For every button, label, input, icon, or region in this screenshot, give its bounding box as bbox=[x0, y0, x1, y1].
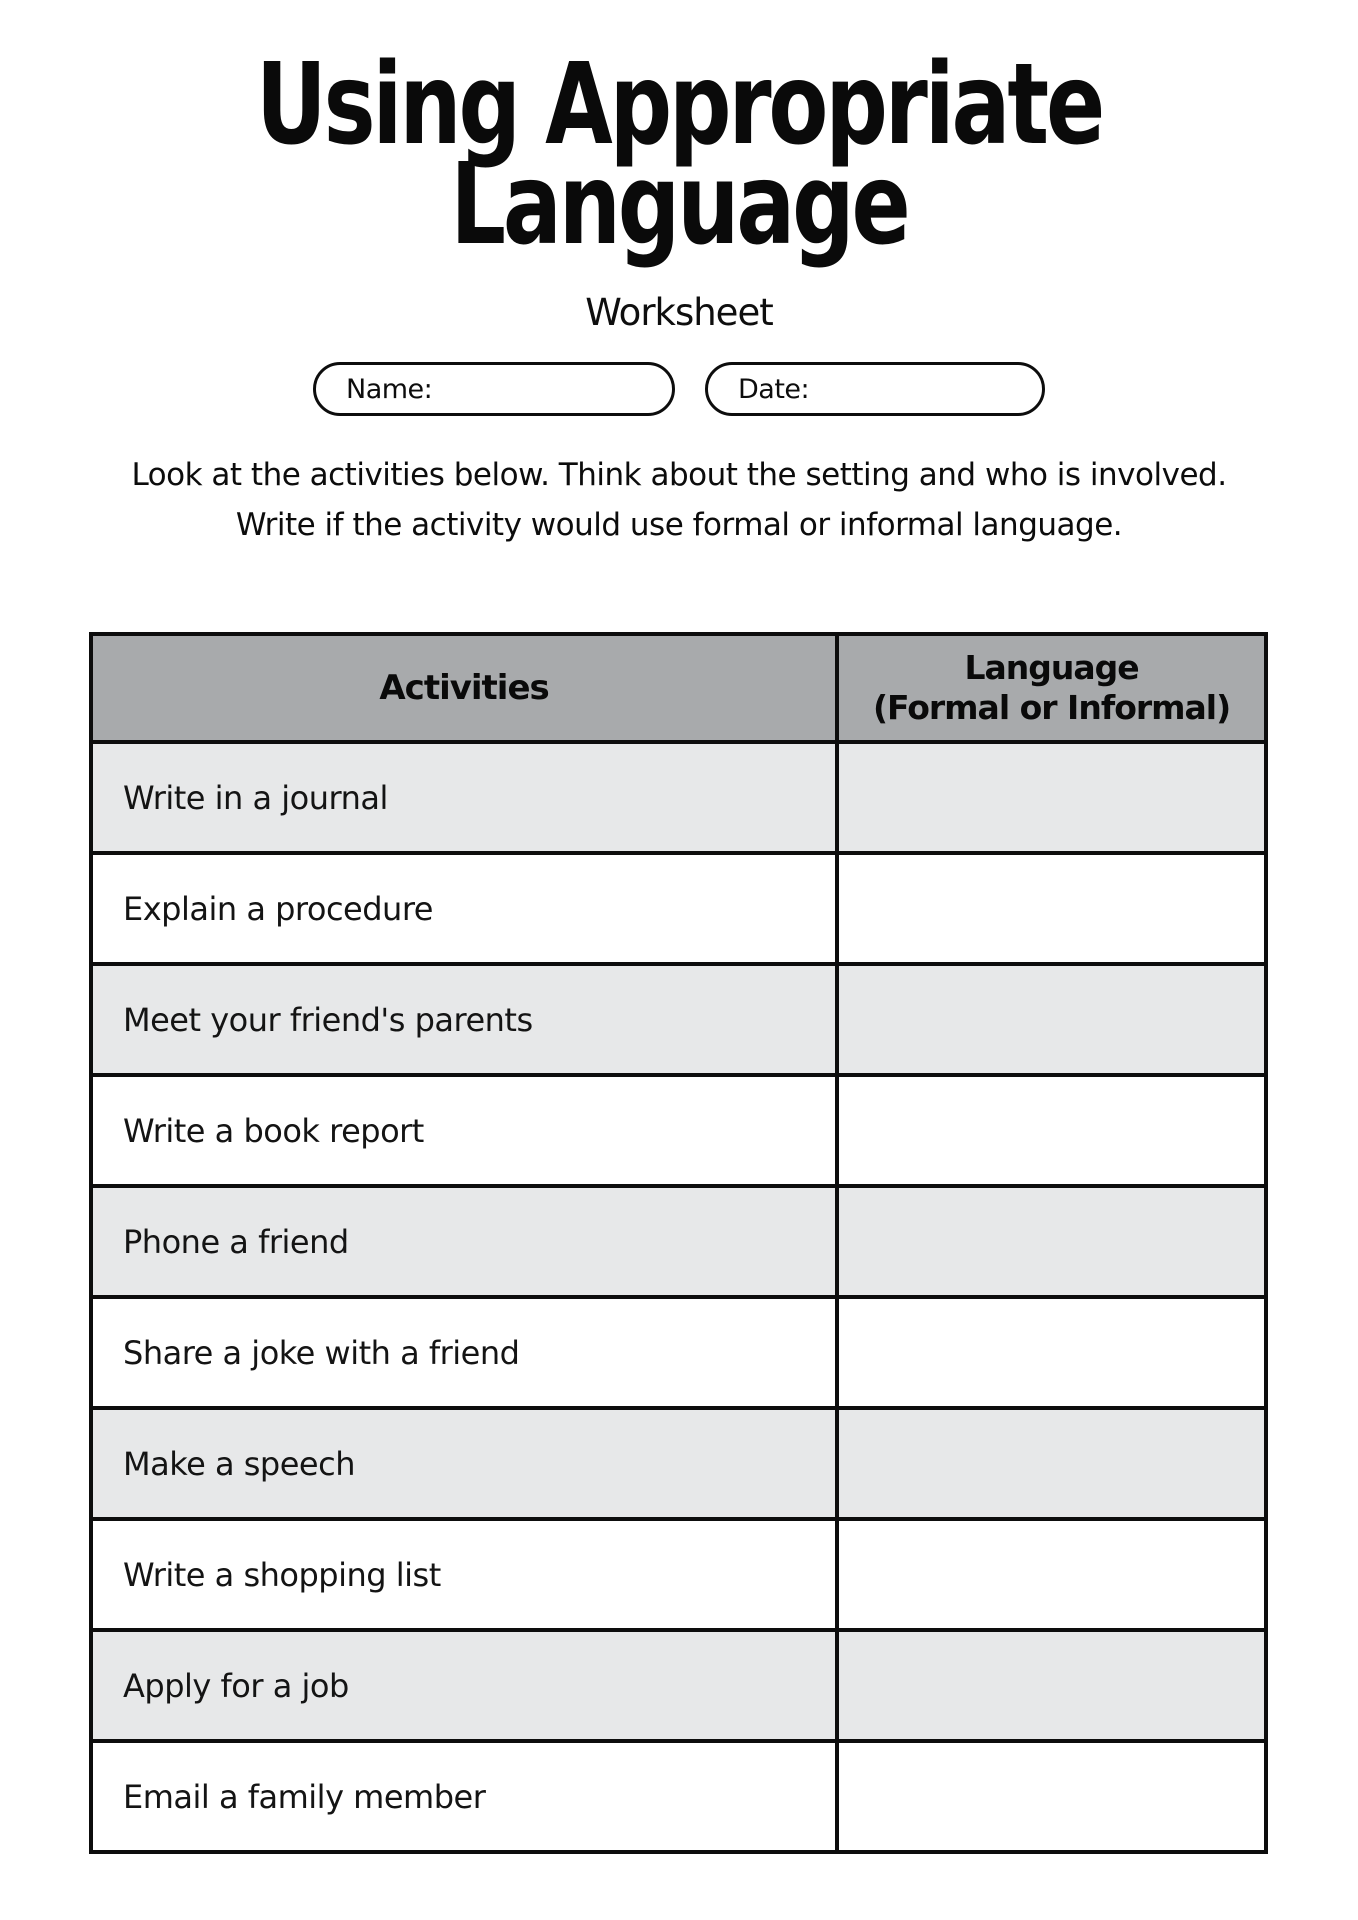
page-subtitle: Worksheet bbox=[585, 291, 773, 334]
table-row bbox=[91, 1741, 1266, 1852]
table-row bbox=[91, 964, 1266, 1075]
answer-cell[interactable] bbox=[837, 853, 1266, 964]
activity-cell: Explain a procedure bbox=[91, 853, 837, 964]
activity-cell: Write in a journal bbox=[91, 742, 837, 853]
activity-cell: Email a family member bbox=[91, 1741, 837, 1852]
table-row bbox=[91, 1075, 1266, 1186]
name-field-label: Name: bbox=[346, 373, 433, 405]
instructions-line1: Look at the activities below. Think about the setting and who is involved. bbox=[131, 457, 1227, 493]
activity-cell: Write a book report bbox=[91, 1075, 837, 1186]
answer-cell[interactable] bbox=[837, 1741, 1266, 1852]
table-row bbox=[91, 1408, 1266, 1519]
activity-cell: Phone a friend bbox=[91, 1186, 837, 1297]
answer-cell[interactable] bbox=[837, 1075, 1266, 1186]
answer-cell[interactable] bbox=[837, 1408, 1266, 1519]
answer-cell[interactable] bbox=[837, 1297, 1266, 1408]
language-header-line2: (Formal or Informal) bbox=[872, 688, 1231, 727]
worksheet-page bbox=[0, 40, 1358, 1920]
language-column-header bbox=[837, 634, 1266, 742]
answer-cell[interactable] bbox=[837, 1186, 1266, 1297]
answer-cell[interactable] bbox=[837, 1630, 1266, 1741]
table-row bbox=[91, 1186, 1266, 1297]
instructions-text bbox=[0, 450, 1358, 550]
activity-cell: Write a shopping list bbox=[91, 1519, 837, 1630]
page-title-line2: Language bbox=[450, 140, 908, 270]
activity-cell: Apply for a job bbox=[91, 1630, 837, 1741]
date-field-label: Date: bbox=[738, 373, 810, 405]
page-title-line1: Using Appropriate bbox=[255, 40, 1103, 170]
page-title bbox=[0, 40, 1358, 270]
table-row bbox=[91, 742, 1266, 853]
name-date-fields bbox=[0, 362, 1358, 416]
name-field[interactable] bbox=[313, 362, 675, 416]
answer-cell[interactable] bbox=[837, 742, 1266, 853]
table-row bbox=[91, 1297, 1266, 1408]
table-row bbox=[91, 853, 1266, 964]
answer-cell[interactable] bbox=[837, 964, 1266, 1075]
activities-column-header: Activities bbox=[91, 634, 837, 742]
date-field[interactable] bbox=[705, 362, 1045, 416]
table-header-row bbox=[91, 634, 1266, 742]
activities-table bbox=[89, 632, 1268, 1854]
activity-cell: Make a speech bbox=[91, 1408, 837, 1519]
activity-cell: Meet your friend's parents bbox=[91, 964, 837, 1075]
language-header-line1: Language bbox=[964, 648, 1139, 687]
activity-cell: Share a joke with a friend bbox=[91, 1297, 837, 1408]
instructions-line2: Write if the activity would use formal or informal language. bbox=[235, 507, 1123, 543]
table-row bbox=[91, 1630, 1266, 1741]
table-row bbox=[91, 1519, 1266, 1630]
answer-cell[interactable] bbox=[837, 1519, 1266, 1630]
